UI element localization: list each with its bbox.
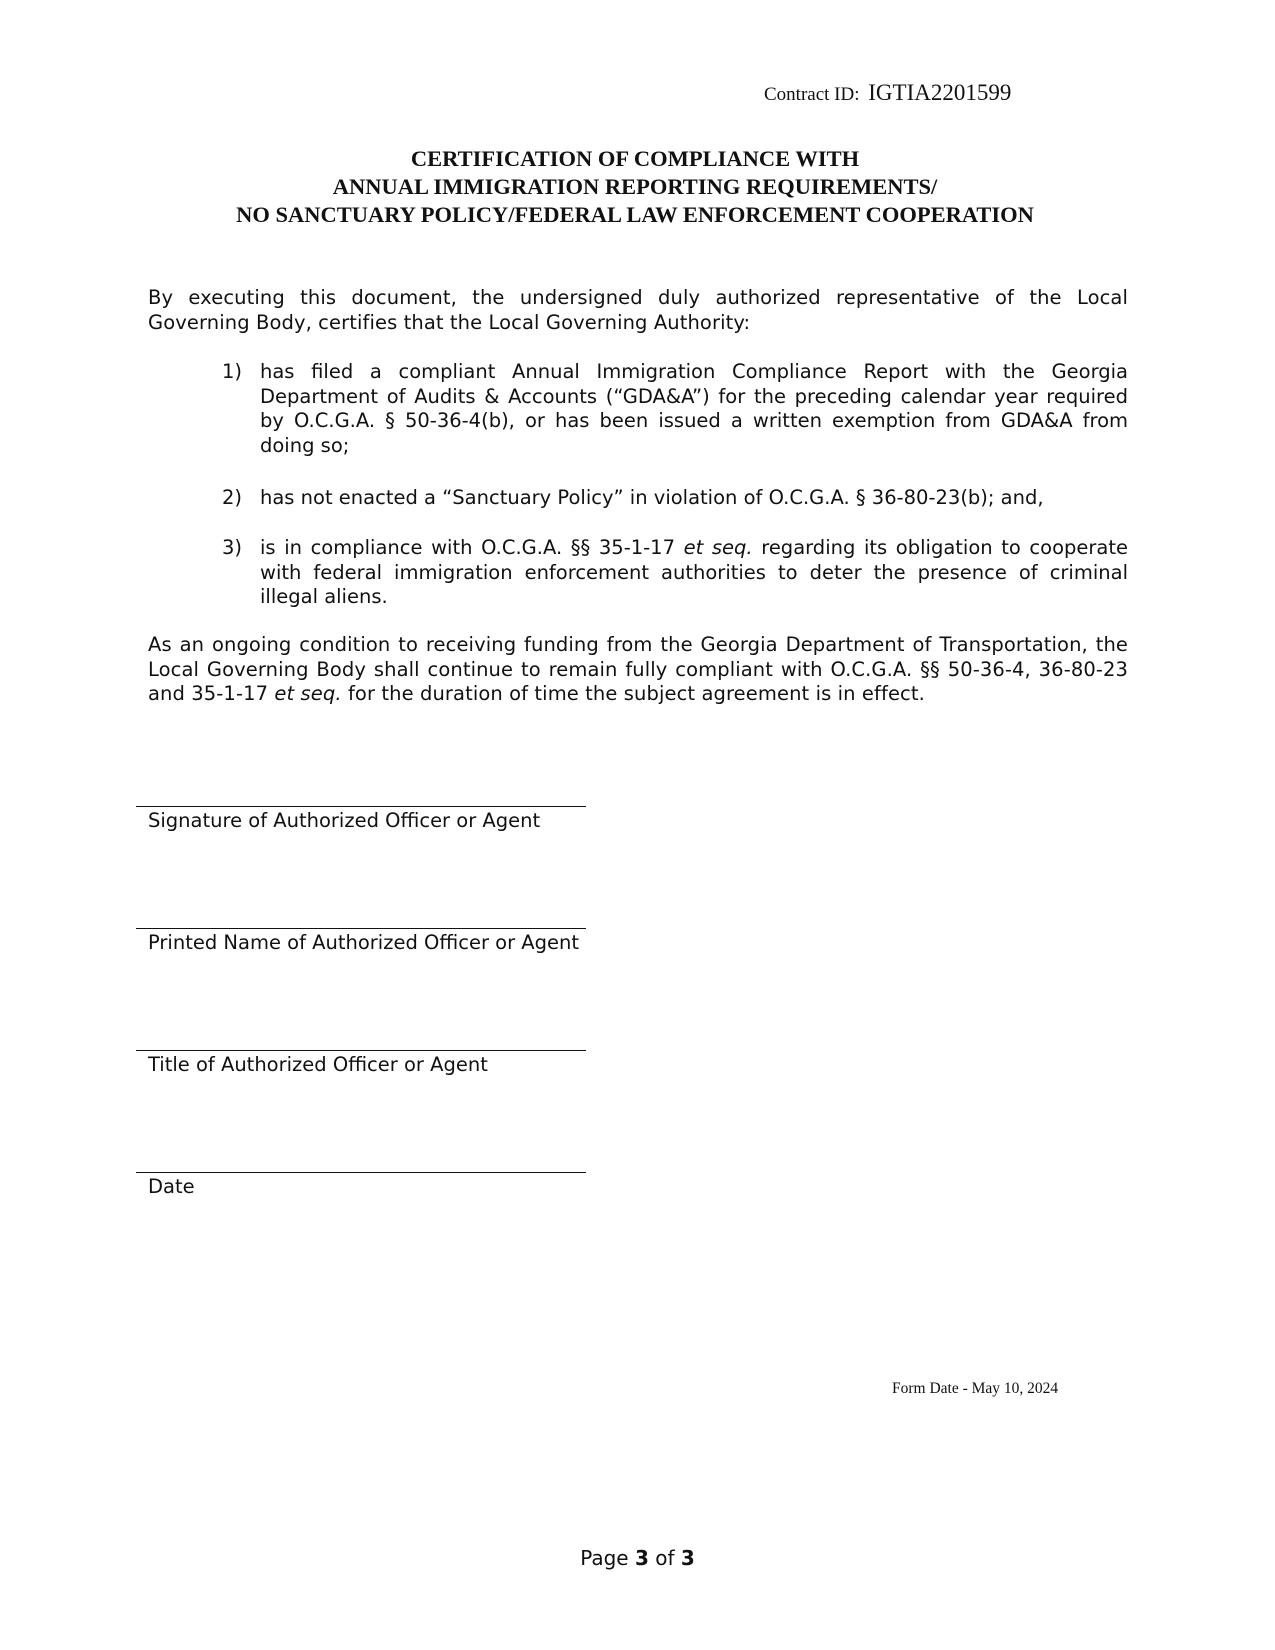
page-current: 3 (634, 1546, 649, 1570)
printed-name-label: Printed Name of Authorized Officer or Agent (148, 931, 580, 954)
signature-label: Signature of Authorized Officer or Agent (148, 809, 541, 832)
closing-text-part: for the duration of time the subject agreement is in effect. (341, 682, 925, 705)
page-word: Page (580, 1546, 629, 1570)
list-item-text: has filed a compliant Annual Immigration Compliance Report with the Georgia Department of Audits & Accounts (“GDA&A”) for the preceding calendar year required by O.C.G.A. § 50-36-4(b), or has been issued a written exemption from GDA&A from doing so; (260, 360, 1128, 457)
list-item-number: 3) (222, 536, 243, 559)
page-of: of (655, 1546, 675, 1570)
list-item-number: 2) (222, 486, 243, 509)
list-item (222, 536, 1128, 610)
page-number (0, 1546, 1275, 1570)
list-item-text (260, 536, 1128, 610)
title-line-1: CERTIFICATION OF COMPLIANCE WITH (410, 146, 860, 171)
list-item-italic: et seq. (683, 536, 753, 559)
page-total: 3 (680, 1546, 695, 1570)
signature-line[interactable] (136, 806, 586, 807)
list-item-text-part: is in compliance with O.C.G.A. §§ 35-1-17 (260, 536, 684, 559)
list-item (222, 486, 1128, 511)
intro-paragraph: By executing this document, the undersigned duly authorized representative of the Local Governing Body, certifies that the Local Governing Authority: (148, 286, 1128, 334)
title-line-2: ANNUAL IMMIGRATION REPORTING REQUIREMENTS/ (332, 174, 938, 199)
printed-name-line[interactable] (136, 928, 586, 929)
date-line[interactable] (136, 1172, 586, 1173)
list-item-text: has not enacted a “Sanctuary Policy” in violation of O.C.G.A. § 36-80-23(b); and, (260, 486, 1044, 509)
contract-id-label: Contract ID: (764, 84, 860, 105)
list-item (222, 360, 1128, 458)
document-title (140, 145, 1130, 229)
title-line-3: NO SANCTUARY POLICY/FEDERAL LAW ENFORCEMENT COOPERATION (236, 202, 1034, 227)
form-date: Form Date - May 10, 2024 (892, 1380, 1059, 1397)
closing-paragraph (148, 633, 1128, 707)
officer-title-label: Title of Authorized Officer or Agent (148, 1053, 488, 1076)
contract-id-header (764, 80, 1011, 106)
list-item-text-part: regarding its obligation to cooperate with federal immigration enforcement authorities to deter the presence of criminal illegal aliens. (260, 536, 1128, 608)
closing-italic: et seq. (274, 682, 342, 705)
contract-id-value: IGTIA2201599 (868, 80, 1012, 105)
officer-title-line[interactable] (136, 1050, 586, 1051)
date-label: Date (148, 1175, 195, 1198)
closing-text-part: As an ongoing condition to receiving funding from the Georgia Department of Transportation, the Local Governing Body shall continue to remain fully compliant with O.C.G.A. §§ 50-36-4, 36-80-23 and 35-1-17 (148, 633, 1128, 705)
list-item-number: 1) (222, 360, 243, 383)
